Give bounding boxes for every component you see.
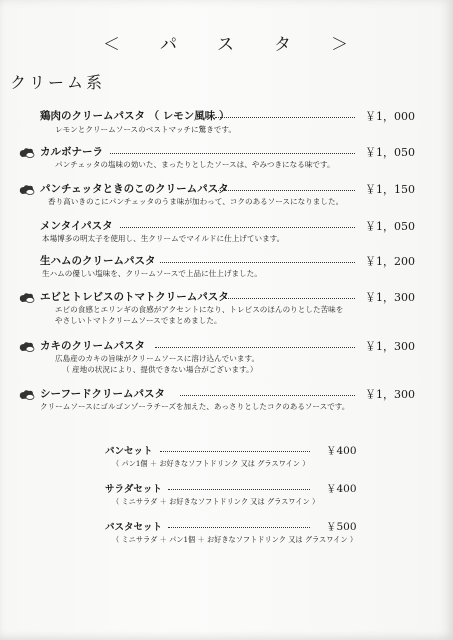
dot-leader	[180, 395, 355, 396]
item-price: ￥1，000	[365, 110, 415, 123]
item-description: クリームソースにゴルゴンゾーラチーズを加えた、あっさりとしたコクのあるソースです。	[40, 402, 350, 411]
item-description: 広島産のカキの旨味がクリームソースに溶け込んでいます。	[55, 354, 260, 363]
item-name: カキのクリームパスタ	[40, 340, 145, 352]
item-description: パンチェッタの塩味の効いた、まったりとしたソースは、やみつきになる味です。	[55, 160, 335, 169]
item-description: 生ハムの優しい塩味を、クリームソースで上品に仕上げました。	[42, 269, 262, 278]
item-name: 生ハムのクリームパスタ	[40, 255, 156, 267]
menu-item	[0, 386, 453, 422]
item-description: 香り高いきのこにパンチェッタのうま味が加わって、コクのあるソースになりました。	[48, 197, 344, 206]
set-price: ￥500	[326, 521, 357, 533]
menu-item	[0, 144, 453, 180]
item-description: （ 産地の状況により、提供できない場合がございます。）	[62, 365, 258, 374]
dot-leader	[215, 117, 355, 118]
dot-leader	[215, 190, 355, 191]
chef-recommend-icon	[18, 183, 36, 197]
item-price: ￥1，300	[365, 340, 415, 353]
item-name: シーフードクリームパスタ	[40, 388, 165, 400]
menu-item	[0, 289, 453, 337]
set-name: パスタセット	[105, 522, 163, 533]
item-description: エビの食感とエリンギの食感がアクセントになり、トレビスのほんのりとした苦味を	[55, 305, 344, 314]
chef-recommend-icon	[18, 291, 36, 305]
dot-leader	[160, 451, 310, 452]
set-price: ￥400	[326, 483, 357, 495]
set-description: （ パン1個 ＋ お好きなソフトドリンク 又は グラスワイン ）	[112, 459, 310, 468]
set-description: （ ミニサラダ ＋ お好きなソフトドリンク 又は グラスワイン ）	[112, 497, 320, 506]
item-description: 本場博多の明太子を使用し、生クリームでマイルドに仕上げています。	[42, 234, 285, 243]
item-name: カルボナーラ	[40, 146, 103, 158]
set-price: ￥400	[326, 445, 357, 457]
menu-item	[0, 253, 453, 289]
dot-leader	[155, 347, 355, 348]
chef-recommend-icon	[18, 340, 36, 354]
set-name: サラダセット	[105, 484, 162, 495]
set-description: （ ミニサラダ ＋ パン1個 ＋ お好きなソフトドリンク 又は グラスワイン ）	[112, 535, 358, 544]
menu-item	[0, 338, 453, 386]
item-price: ￥1，300	[365, 388, 415, 401]
item-price: ￥1，150	[365, 183, 415, 196]
item-price: ￥1，050	[365, 220, 415, 233]
item-name: パンチェッタときのこのクリームパスタ	[40, 183, 229, 195]
menu-item	[0, 108, 453, 144]
set-option	[0, 481, 453, 511]
item-price: ￥1，300	[365, 291, 415, 304]
item-name: 鶏肉のクリームパスタ （ レモン風味 ）	[40, 110, 230, 122]
menu-item	[0, 218, 453, 254]
set-option	[0, 519, 453, 549]
item-name: エビとトレビスのトマトクリームパスタ	[40, 291, 229, 303]
dot-leader	[110, 153, 355, 154]
item-name: メンタイパスタ	[40, 220, 113, 232]
dot-leader	[168, 527, 310, 528]
item-price: ￥1，200	[365, 255, 415, 268]
item-price: ￥1，050	[365, 146, 415, 159]
chef-recommend-icon	[18, 388, 36, 402]
menu-item	[0, 181, 453, 217]
set-option	[0, 443, 453, 473]
set-name: パンセット	[105, 446, 153, 457]
section-title: クリーム系	[10, 73, 106, 92]
item-description: やさしいトマトクリームソースでまとめました。	[55, 316, 222, 325]
chef-recommend-icon	[18, 146, 36, 160]
dot-leader	[168, 489, 310, 490]
dot-leader	[160, 262, 355, 263]
item-description: レモンとクリームソースのベストマッチに驚きです。	[55, 125, 236, 134]
dot-leader	[225, 298, 355, 299]
page-title: ＜ パ ス タ ＞	[103, 35, 350, 55]
dot-leader	[120, 227, 355, 228]
